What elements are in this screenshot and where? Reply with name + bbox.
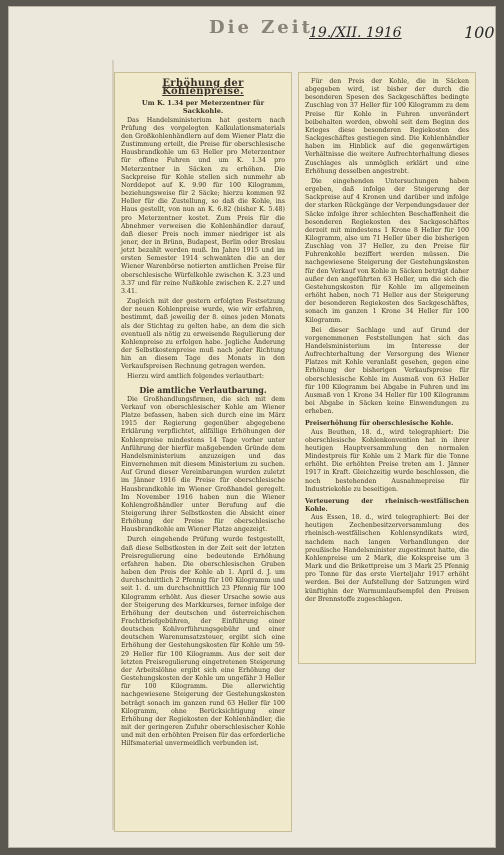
handwritten-date: 19./XII. 1916: [309, 25, 402, 41]
paragraph: Bei dieser Sachlage und auf Grund der vorgenommenen Feststellungen hat sich das Handelsministerium im Interesse der Aufrechterhaltung der Versorgung des Wiener Platzes mit Kohle veranlaßt gesehen, gegen eine Erhöhung der bisherigen Verkaufspreise für oberschlesische Kohle im Ausmaß von 63 Heller für 100 Kilogramm bei Abgabe in Fuhren und im Ausmaß von 1 Krone 34 Heller für 100 Kilogramm bei Abgabe in Säcken keine Einwendungen zu erheben.: [305, 326, 469, 416]
paragraph: Aus Beuthen, 18. d., wird telegraphiert: Die oberschlesische Kohlenkonvention hat in ihrer heutigen Hauptversammlung den normalen Mindestpreis für Kohle um 2 Mark für die Tonne erhöht. Die erhöhten Preise treten am 1. Jänner 1917 in Kraft. Gleichzeitig wurde beschlossen, die noch bestehenden Ausnahmepreise für Industriekohle zu beseitigen.: [305, 428, 469, 493]
paragraph: Hierzu wird amtlich folgendes verlautbart:: [127, 373, 264, 381]
paragraph: Zugleich mit der gestern erfolgten Festsetzung der neuen Kohlenpreise wurde, wie wir erfahren, bestimmt, daß jeweilig der 8. eines jeden Monats als der Stichtag zu gelten habe, an dem die sich eventuell als nötig zu erweisende Regulierung der Kohlenpreise zu erfolgen habe. Jegliche Änderung der Selbstkostenpreise muß nach jeder Richtung hin an diesem Tage des Monats in den Verkaufspreisen Rechnung getragen werden.: [121, 298, 285, 371]
paragraph: Durch eingehende Prüfung wurde festgestellt, daß diese Selbstkosten in der Zeit seit der letzten Preisregulierung eine bedeutende Erhöhung erfahren haben. Die oberschlesischen Gruben haben den Preis der Kohle ab 1. April d. J. um durchschnittlich 2 Pfennig für 100 Kilogramm und seit 1. d. um durchschnittlich 23 Pfennig für 100 Kilogramm erhöht. Aus dieser Ursache sowie aus der Steigerung des Markkurses, ferner infolge der Erhöhung der deutschen und österreichischen Frachtbriefgebühren, der Einführung einer deutschen Kohlvorführungsgebühr und einer deutschen Warenumsatzsteuer, ergibt sich eine Erhöhung der Gestehungskosten für Kohle um 59-29 Heller für 100 Kilogramm. Aus der seit der letzten Preisregulierung eingetretenen Steigerung der Arbeitslöhne ergibt sich eine Erhöhung der Gestehungskosten der Kohle um ungefähr 3 Heller für 100 Kilogramm. Die allerwichtig nachgewiesene Steigerung der Gestehungskosten beträgt sonach im ganzen rund 63 Heller für 100 Kilogramm, ohne Berücksichtigung einer Erhöhung der Regiekosten der Kohlenhändler, die mit der geringeren Zufuhr oberschlesischer Kohle und mit den erhöhten Preisen für das erforderliche Hilfsmaterial unvermeidlich verbunden ist.: [121, 536, 285, 748]
paragraph: Aus Essen, 18. d., wird telegraphiert: Bei der heutigen Zechenbesitzerversammlung des rheinisch-westfälischen Kohlensyndikats wird, nachdem nach langen Verhandlungen der preußische Handelsminister zugestimmt hatte, die Kohlenpreise um 2 Mark, die Kokspreise um 3 Mark und die Brikettpreise um 3 Mark 25 Pfennig pro Tonne für das erste Vierteljahr 1917 erhöht werden. Bei der Aufstellung der Satzungen wird künftighin der Warmumlaufsempfel den Preisen der Brennstoffe zugeschlagen.: [305, 514, 469, 603]
section-heading: Verteuerung der rheinisch-westfälischen Kohle.: [305, 497, 469, 513]
newspaper-masthead: Die Zeit: [209, 17, 313, 38]
paragraph: Die eingehenden Untersuchungen haben ergeben, daß infolge der Steigerung der Sackpreise auf 4 Kronen und darüber und infolge der starken Rückgänge der Verpendungsdauer der Säcke infolge ihrer schlechten Beschaffenheit die besonderen Regiekosten des Sackgeschäftes derzeit mit mindestens 1 Krone 8 Heller für 100 Kilogramm, also um 71 Heller über die bisherigen Zuschlag von 37 Heller, zu den Preise für Fuhrenkohle beziffert werden müssen. Die nachgewiesene Steigerung der Gestehungskosten für den Verkauf von Kohle in Säcken beträgt daher außer den angeführten 63 Heller, um die sich die Gestehungskosten für Kohle im allgemeinen erhöht haben, noch 71 Heller aus der Steigerung der besonderen Regiekosten des Sackgeschäftes, sonach im ganzen 1 Krone 34 Heller für 100 Kilogramm.: [305, 177, 469, 324]
article-subhead: Um K. 1.34 per Meterzentner für Sackkohle.: [141, 99, 265, 116]
clipping-left-column: [114, 72, 292, 832]
clipping-right-column: [298, 72, 476, 664]
section-heading: Die amtliche Verlautbarung.: [139, 384, 267, 395]
paragraph: Die Großhandlungsfirmen, die sich mit dem Verkauf von oberschlesischer Kohle am Wiener Platze befassen, haben sich durch eine im März 1915 der Regierung gegenüber abgegebene Erklärung verpflichtet, allfällige Erhöhungen der Kohlenpreise mindestens 14 Tage vorher unter Anführung der hierfür maßgebenden Gründe dem Handelsministerium anzuzeigen und das Einvernehmen mit diesem Ministerium zu suchen. Auf Grund dieser Vereinbarungen wurden zuletzt im Jänner 1916 die Preise für oberschlesische Hausbrandkohle im Wiener Großhandel geregelt. Im November 1916 haben nun die Wiener Kohlengroßhändler unter Berufung auf die Steigerung ihrer Selbstkosten die Absicht einer Erhöhung der Preise für oberschlesische Hausbrandkohle am Wiener Platze angezeigt.: [121, 395, 285, 534]
paragraph: Das Handelsministerium hat gestern nach Prüfung des vorgelegten Kalkulationsmaterials den Großkohlenhändlern auf dem Wiener Platz die Zustimmung erteilt, die Preise für oberschlesische Hausbrandkohle um 63 Heller pro Meterzentner für offene Fuhren und um K. 1.34 pro Meterzentner in Säcken zu erhöhen. Die Sackpreise für Kohle stellen sich nunmehr ab Norddepot auf K. 9.90 für 100 Kilogramm, beziehungsweise für 2 Säcke; hierzu kommen 92 Heller für die Zustellung, so daß die Kohle, ins Haus gestellt, von nun an K. 6.82 (bisher K. 5.48) pro Meterzentner kostet. Zum Preis für die Abnehmer verweisen die Kohlenhändler darauf, daß dieser Preis noch immer niedriger ist als jener, der in Brünn, Budapest, Berlin oder Breslau jetzt bezahlt werden muß. Im Jahre 1915 und im ersten Semester 1914 schwankten die an der Wiener Warenbörse notierten amtlichen Preise für oberschlesische Würfelkohle zwischen K. 3.23 und 3.37 und für reine Nußkohle zwischen K. 2.27 und 3.41.: [121, 116, 285, 295]
article-headline: Erhöhung der Kohlenpreise.: [162, 78, 244, 98]
paragraph: Für den Preis der Kohle, die in Säcken abgegeben wird, ist bisher der durch die besonderen Spesen des Sackgeschäftes bedingte Zuschlag von 37 Heller für 100 Kilogramm zu dem Preise für Kohle in Fuhren unverändert beibehalten worden, obwohl seit dem Beginn des Krieges diese besonderen Regiekosten des Sackgeschäftes gestiegen sind. Die Kohlenhändler haben im Hinblick auf die gegenwärtigen Verhältnisse die weitere Aufrechterhaltung dieses Zuschlages als unmöglich erklärt und eine Erhöhung desselben angestrebt.: [305, 78, 469, 175]
handwritten-number: 100: [464, 23, 495, 42]
section-heading: Preiserhöhung für oberschlesische Kohle.: [305, 420, 454, 428]
